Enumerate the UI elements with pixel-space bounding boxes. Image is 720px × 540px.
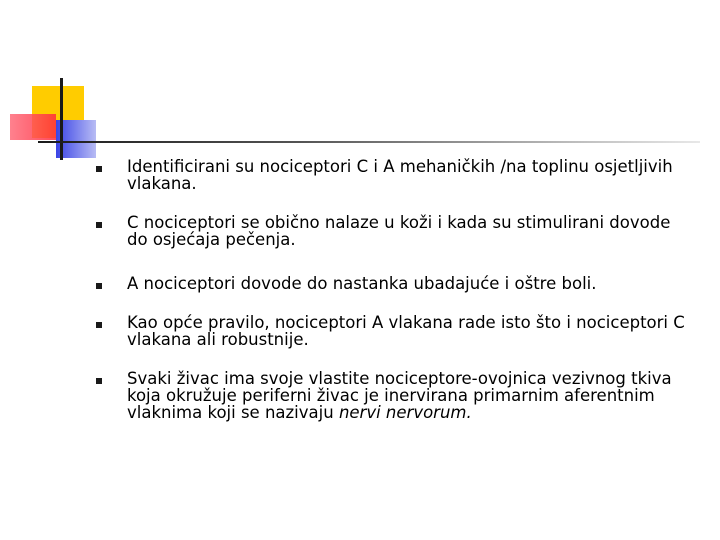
bullet-text-main: Svaki živac ima svoje vlastite nociceptore-ovojnica vezivnog tkiva koja okružuje periferni živac je inervirana primarnim aferentnim vlaknima koji se nazivaju [127,369,672,422]
bullet-text: C nociceptori se obično nalaze u koži i kada su stimulirani dovode do osjećaja pečenja. [127,213,671,249]
bullet-text: Kao opće pravilo, nociceptori A vlakana rade isto što i nociceptori C vlakana ali robustnije. [127,313,685,349]
bullet-square-icon [96,283,102,289]
bullet-square-icon [96,222,102,228]
decor-red-bar [10,114,56,140]
bullet-text: A nociceptori dovode do nastanka ubadajuće i oštre boli. [127,274,597,293]
bullet-square-icon [96,166,102,172]
bullet-text-italic: nervi nervorum. [338,403,472,422]
decor-vertical-line [60,78,63,160]
list-item [96,370,696,421]
bullet-list [96,158,696,443]
bullet-text: Identificirani su nociceptori C i A mehaničkih /na toplinu osjetljivih vlakana. [127,157,673,193]
bullet-square-icon [96,322,102,328]
list-item [96,158,696,192]
list-item [96,275,696,292]
title-underline [38,141,700,143]
list-item [96,214,696,248]
list-item [96,314,696,348]
bullet-text [127,370,696,421]
bullet-square-icon [96,378,102,384]
